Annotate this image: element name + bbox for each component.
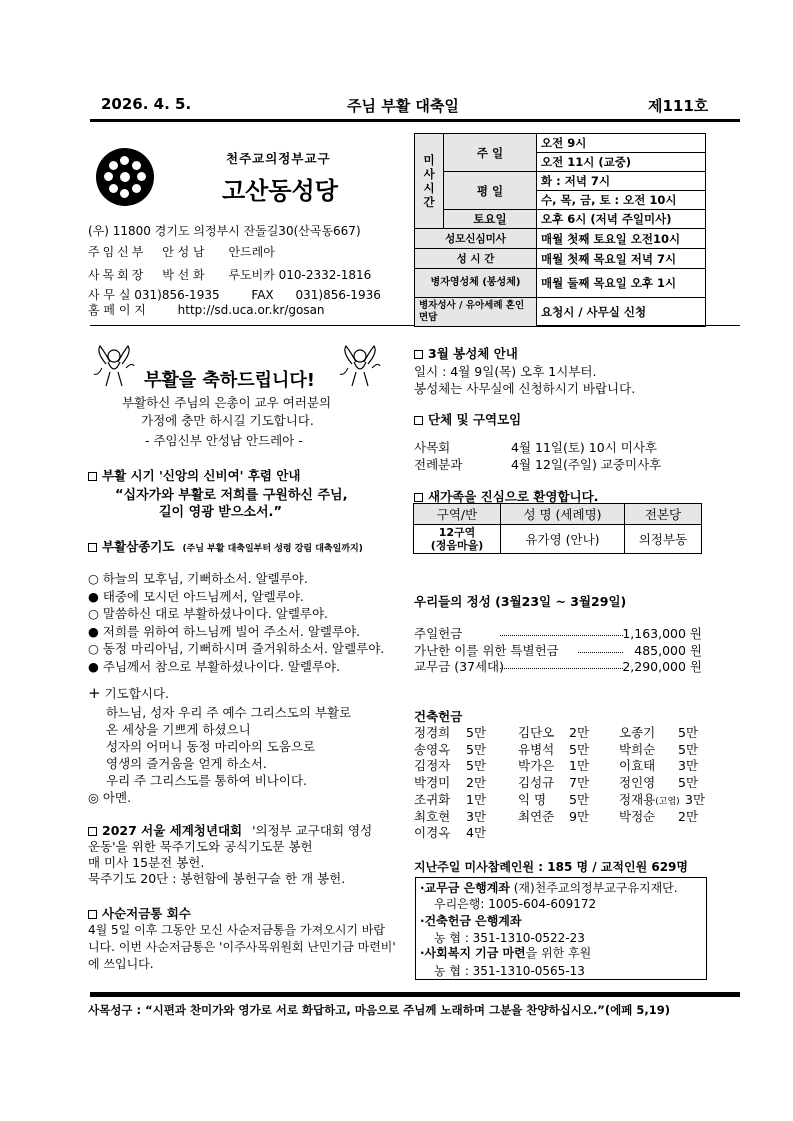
donor-amount: 5만 <box>678 725 699 740</box>
meeting-group-2: 전례분과 <box>414 457 463 472</box>
offering-amount: 485,000 원 <box>634 642 702 658</box>
offering-leader <box>500 668 623 669</box>
homepage-label: 홈 페 이 지 <box>88 303 146 317</box>
homepage-row <box>88 301 325 318</box>
regina-line: ○ 동정 마리아님, 기뻐하시며 즐거워하소서. 알렐루야. <box>88 641 385 656</box>
account-2-title: ·건축헌금 은행계좌 <box>420 914 522 928</box>
donor-name: 정인영 <box>619 775 656 791</box>
regina-line: ○ 하늘의 모후님, 기뻐하소서. 알렐루야. <box>88 571 308 586</box>
amen-line: ◎ 아멘. <box>88 790 132 805</box>
pastor-baptismal: 안드레아 <box>228 245 275 259</box>
saturday-label: 토요일 <box>444 210 537 229</box>
donor-amount: 9만 <box>569 808 590 824</box>
pastor-row <box>88 243 275 260</box>
col-zone: 구역/반 <box>414 504 501 525</box>
regina-line: ● 저희를 위하여 하느님께 빌어 주소서. 알렐루야. <box>88 623 361 639</box>
donor-amount: 2만 <box>678 808 699 824</box>
sunday-mass-2: 오전 11시 (교중) <box>537 153 706 172</box>
bank-accounts-box <box>415 877 707 980</box>
fax-label: FAX <box>251 288 274 302</box>
wyd-heading: 2027 서울 세계청년대회 '의정부 교구대회 영성 <box>88 821 372 839</box>
donor-amount: 5만 <box>466 741 487 757</box>
mass-schedule-table <box>414 133 706 327</box>
donor-name: 김단오 <box>518 725 555 740</box>
weekday-mass-1: 화 : 저녁 7시 <box>537 172 706 191</box>
greeting-line-1: 부활하신 주님의 은총이 교우 여러분의 <box>122 395 332 410</box>
angel-right-icon <box>338 342 382 390</box>
diocese-name: 천주교의정부교구 <box>226 151 331 166</box>
pastor-label: 주임신부 <box>88 245 147 259</box>
poor-box-heading: 사순저금통 회수 <box>88 904 191 922</box>
office-label: 사 무 실 <box>88 288 131 302</box>
greeting-signature: - 주임신부 안성남 안드레아 - <box>145 433 303 448</box>
donor-amount: 7만 <box>569 775 590 791</box>
sacrament-label: 병자성사 / 유아세례 혼인면담 <box>415 298 537 327</box>
communion-line-1: 일시 : 4월 9일(목) 오후 1시부터. <box>414 364 597 379</box>
offering-leader <box>500 635 623 636</box>
meeting-group-1: 사목회 <box>414 440 451 455</box>
weekday-label: 평 일 <box>444 172 537 210</box>
donor-amount: 5만 <box>466 725 487 740</box>
donor-name: 박경미 <box>414 775 451 791</box>
donor-name: 박정순 <box>619 808 656 824</box>
regina-line: ● 태중에 모시던 아드님께서, 알렐루야. <box>88 588 304 604</box>
col-prev-parish: 전본당 <box>625 504 702 525</box>
offering-amount: 1,163,000 원 <box>622 626 702 641</box>
footer-rule <box>90 992 740 997</box>
donor-amount: 1만 <box>569 758 590 774</box>
donor-name: 송영옥 <box>414 741 451 757</box>
heart-mass: 매월 첫째 토요일 오전10시 <box>537 229 706 249</box>
sick-communion-label: 병자영성체 (봉성체) <box>415 269 537 298</box>
angel-left-icon <box>92 342 136 390</box>
wyd-line-3: 매 미사 15분전 봉헌. <box>88 855 205 870</box>
regina-line: ○ 말씀하신 대로 부활하셨나이다. 알렐루야. <box>88 606 329 621</box>
mass-time-label: 미 사 시 간 <box>415 134 444 229</box>
meeting-when-2: 4월 12일(주일) 교중미사후 <box>511 457 662 472</box>
easter-guide-heading: 부활 시기 '신앙의 신비여' 후렴 안내 <box>88 466 301 484</box>
council-row <box>88 266 371 283</box>
sunday-mass-1: 오전 9시 <box>537 134 706 153</box>
new-family-heading: 새가족을 진심으로 환영합니다. <box>414 487 598 505</box>
account-2-number: 농 협 : 351-1310-0522-23 <box>434 931 585 945</box>
donor-name: 이효태 <box>619 758 656 774</box>
prayer-line: 우리 주 그리스도를 통하여 비나이다. <box>106 773 307 788</box>
donor-amount: 5만 <box>569 791 590 807</box>
donor-name: 최연준 <box>518 808 555 824</box>
bullet-square-icon <box>88 472 97 481</box>
offering-leader <box>578 652 623 653</box>
prayer-heading: + 기도합시다. <box>88 684 169 702</box>
prayer-line: 온 세상을 기쁘게 하셨으니 <box>106 722 251 737</box>
donor-name: 김정자 <box>414 758 451 774</box>
offering-label: 가난한 이를 위한 특별헌금 <box>414 642 559 658</box>
council-label: 사목회장 <box>88 268 147 282</box>
donor-name: 박가은 <box>518 758 555 774</box>
offering-heading: 우리들의 정성 (3월23일 ~ 3월29일) <box>414 594 627 609</box>
poor-box-line-2: 니다. 이번 사순저금통은 '이주사목위원회 난민기금 마련비' <box>88 940 396 954</box>
donor-amount: 5만 <box>678 775 699 791</box>
prayer-line: 영생의 즐거움을 얻게 하소서. <box>106 756 267 771</box>
donor-name: 정재용(고엽) <box>619 791 680 807</box>
heart-mass-label: 성모신심미사 <box>415 229 537 249</box>
weekday-mass-2: 수, 목, 금, 토 : 오전 10시 <box>537 191 706 210</box>
donor-amount: 3만 <box>678 758 699 774</box>
regina-line: ● 주님께서 참으로 부활하셨나이다. 알렐루야. <box>88 658 341 674</box>
bullet-square-icon <box>414 350 423 359</box>
family-zone: 12구역 (정음마을) <box>414 525 501 554</box>
greeting-title: 부활을 축하드립니다! <box>144 370 315 391</box>
holy-hour-label: 성 시 간 <box>415 249 537 269</box>
family-person: 유가영 (안나) <box>501 525 625 554</box>
family-prev-parish: 의정부동 <box>625 525 702 554</box>
meeting-when-1: 4월 11일(토) 10시 미사후 <box>511 440 657 455</box>
prayer-line: 하느님, 성자 우리 주 예수 그리스도의 부활로 <box>106 705 352 720</box>
donor-amount: 5만 <box>466 758 487 774</box>
pastor-name: 안 성 남 <box>162 245 205 259</box>
holy-hour: 매월 첫째 목요일 저녁 7시 <box>537 249 706 269</box>
account-1-title: ·교무금 은행계좌 (재)천주교의정부교구유지재단. <box>420 881 678 895</box>
poor-box-line-3: 에 쓰입니다. <box>88 957 154 971</box>
fax-number: 031)856-1936 <box>295 288 381 302</box>
bullet-square-icon <box>414 416 423 425</box>
donor-name: 최호현 <box>414 808 451 824</box>
regina-heading: 부활삼종기도 (주님 부활 대축일부터 성령 강림 대축일까지) <box>88 537 363 555</box>
bulletin-date: 2026. 4. 5. <box>101 95 192 113</box>
donor-name: 익 명 <box>518 791 547 807</box>
bullet-square-icon <box>88 827 97 836</box>
easter-quote-2: 길이 영광 받으소서.” <box>159 505 282 520</box>
table-row <box>414 525 702 554</box>
issue-number: 제111호 <box>648 97 709 115</box>
wyd-line-4: 묵주기도 20단 : 봉헌함에 봉헌구슬 한 개 봉헌. <box>88 871 346 886</box>
poor-box-line-1: 4월 5일 이후 그동안 모신 사순저금통을 가져오시기 바랍 <box>88 923 385 937</box>
account-3-title: ·사회복지 기금 마련을 위한 후원 <box>420 946 592 960</box>
office-phone: 031)856-1935 <box>134 288 220 302</box>
donor-name: 이경옥 <box>414 825 451 841</box>
donor-name: 김성규 <box>518 775 555 791</box>
council-name: 박 선 화 <box>162 268 205 282</box>
saturday-mass: 오후 6시 (저녁 주일미사) <box>537 210 706 229</box>
council-info: 루도비카 010-2332-1816 <box>228 268 372 282</box>
attendance: 지난주일 미사참례인원 : 185 명 / 교적인원 629명 <box>414 860 688 874</box>
meetings-heading: 단체 및 구역모임 <box>414 410 521 428</box>
prayer-line: 성자의 어머니 동정 마리아의 도움으로 <box>106 739 316 754</box>
new-family-table <box>413 503 702 554</box>
donor-name: 정경희 <box>414 725 451 740</box>
account-1-number: 우리은행: 1005-604-609172 <box>434 897 597 911</box>
sunday-label: 주 일 <box>444 134 537 172</box>
bulletin-title: 주님 부활 대축일 <box>347 97 459 115</box>
header-rule <box>90 119 740 122</box>
bullet-square-icon <box>414 493 423 502</box>
parish-address: (우) 11800 경기도 의정부시 잔돌길30(산곡동667) <box>88 224 361 238</box>
sick-communion: 매월 둘째 목요일 오후 1시 <box>537 269 706 298</box>
offering-amount: 2,290,000 원 <box>622 659 702 674</box>
footer-verse: 사목성구 : “시편과 찬미가와 영가로 서로 화답하고, 마음으로 주님께 노래하며 그분을 찬양하십시오.”(에페 5,19) <box>88 1003 670 1017</box>
donor-amount: 5만 <box>678 741 699 757</box>
bullet-square-icon <box>88 543 97 552</box>
donor-amount: 5만 <box>569 741 590 757</box>
parish-name: 고산동성당 <box>222 177 338 205</box>
homepage-link[interactable]: http://sd.uca.or.kr/gosan <box>177 303 325 317</box>
donor-amount: 4만 <box>466 825 487 841</box>
donor-amount: 2만 <box>569 725 590 740</box>
communion-line-2: 봉성체는 사무실에 신청하시기 바랍니다. <box>414 381 636 396</box>
building-heading: 건축헌금 <box>414 709 463 724</box>
donor-amount: 1만 <box>466 791 487 807</box>
donor-amount: 3만 <box>466 808 487 824</box>
donor-name: 유병석 <box>518 741 555 757</box>
prayer-cross-icon: + <box>88 684 101 702</box>
bullet-square-icon <box>88 910 97 919</box>
col-name: 성 명 (세례명) <box>501 504 625 525</box>
offering-label: 교무금 (37세대) <box>414 659 505 674</box>
communion-heading: 3월 봉성체 안내 <box>414 344 518 362</box>
donor-amount: 2만 <box>466 775 487 791</box>
donor-amount: 3만 <box>685 791 706 807</box>
easter-quote-1: “십자가와 부활로 저희를 구원하신 주님, <box>115 488 348 503</box>
sacrament: 요청시 / 사무실 신청 <box>537 298 706 327</box>
donor-name: 오종기 <box>619 725 656 740</box>
donor-name: 박희순 <box>619 741 656 757</box>
wyd-line-2: 운동'을 위한 묵주기도와 공식기도문 봉헌 <box>88 839 313 854</box>
donor-name: 조귀화 <box>414 791 451 807</box>
offering-label: 주일헌금 <box>414 626 463 641</box>
greeting-line-2: 가정에 충만 하시길 기도합니다. <box>141 413 314 428</box>
account-3-number: 농 협 : 351-1310-0565-13 <box>434 964 585 978</box>
parish-logo-icon <box>96 148 154 206</box>
